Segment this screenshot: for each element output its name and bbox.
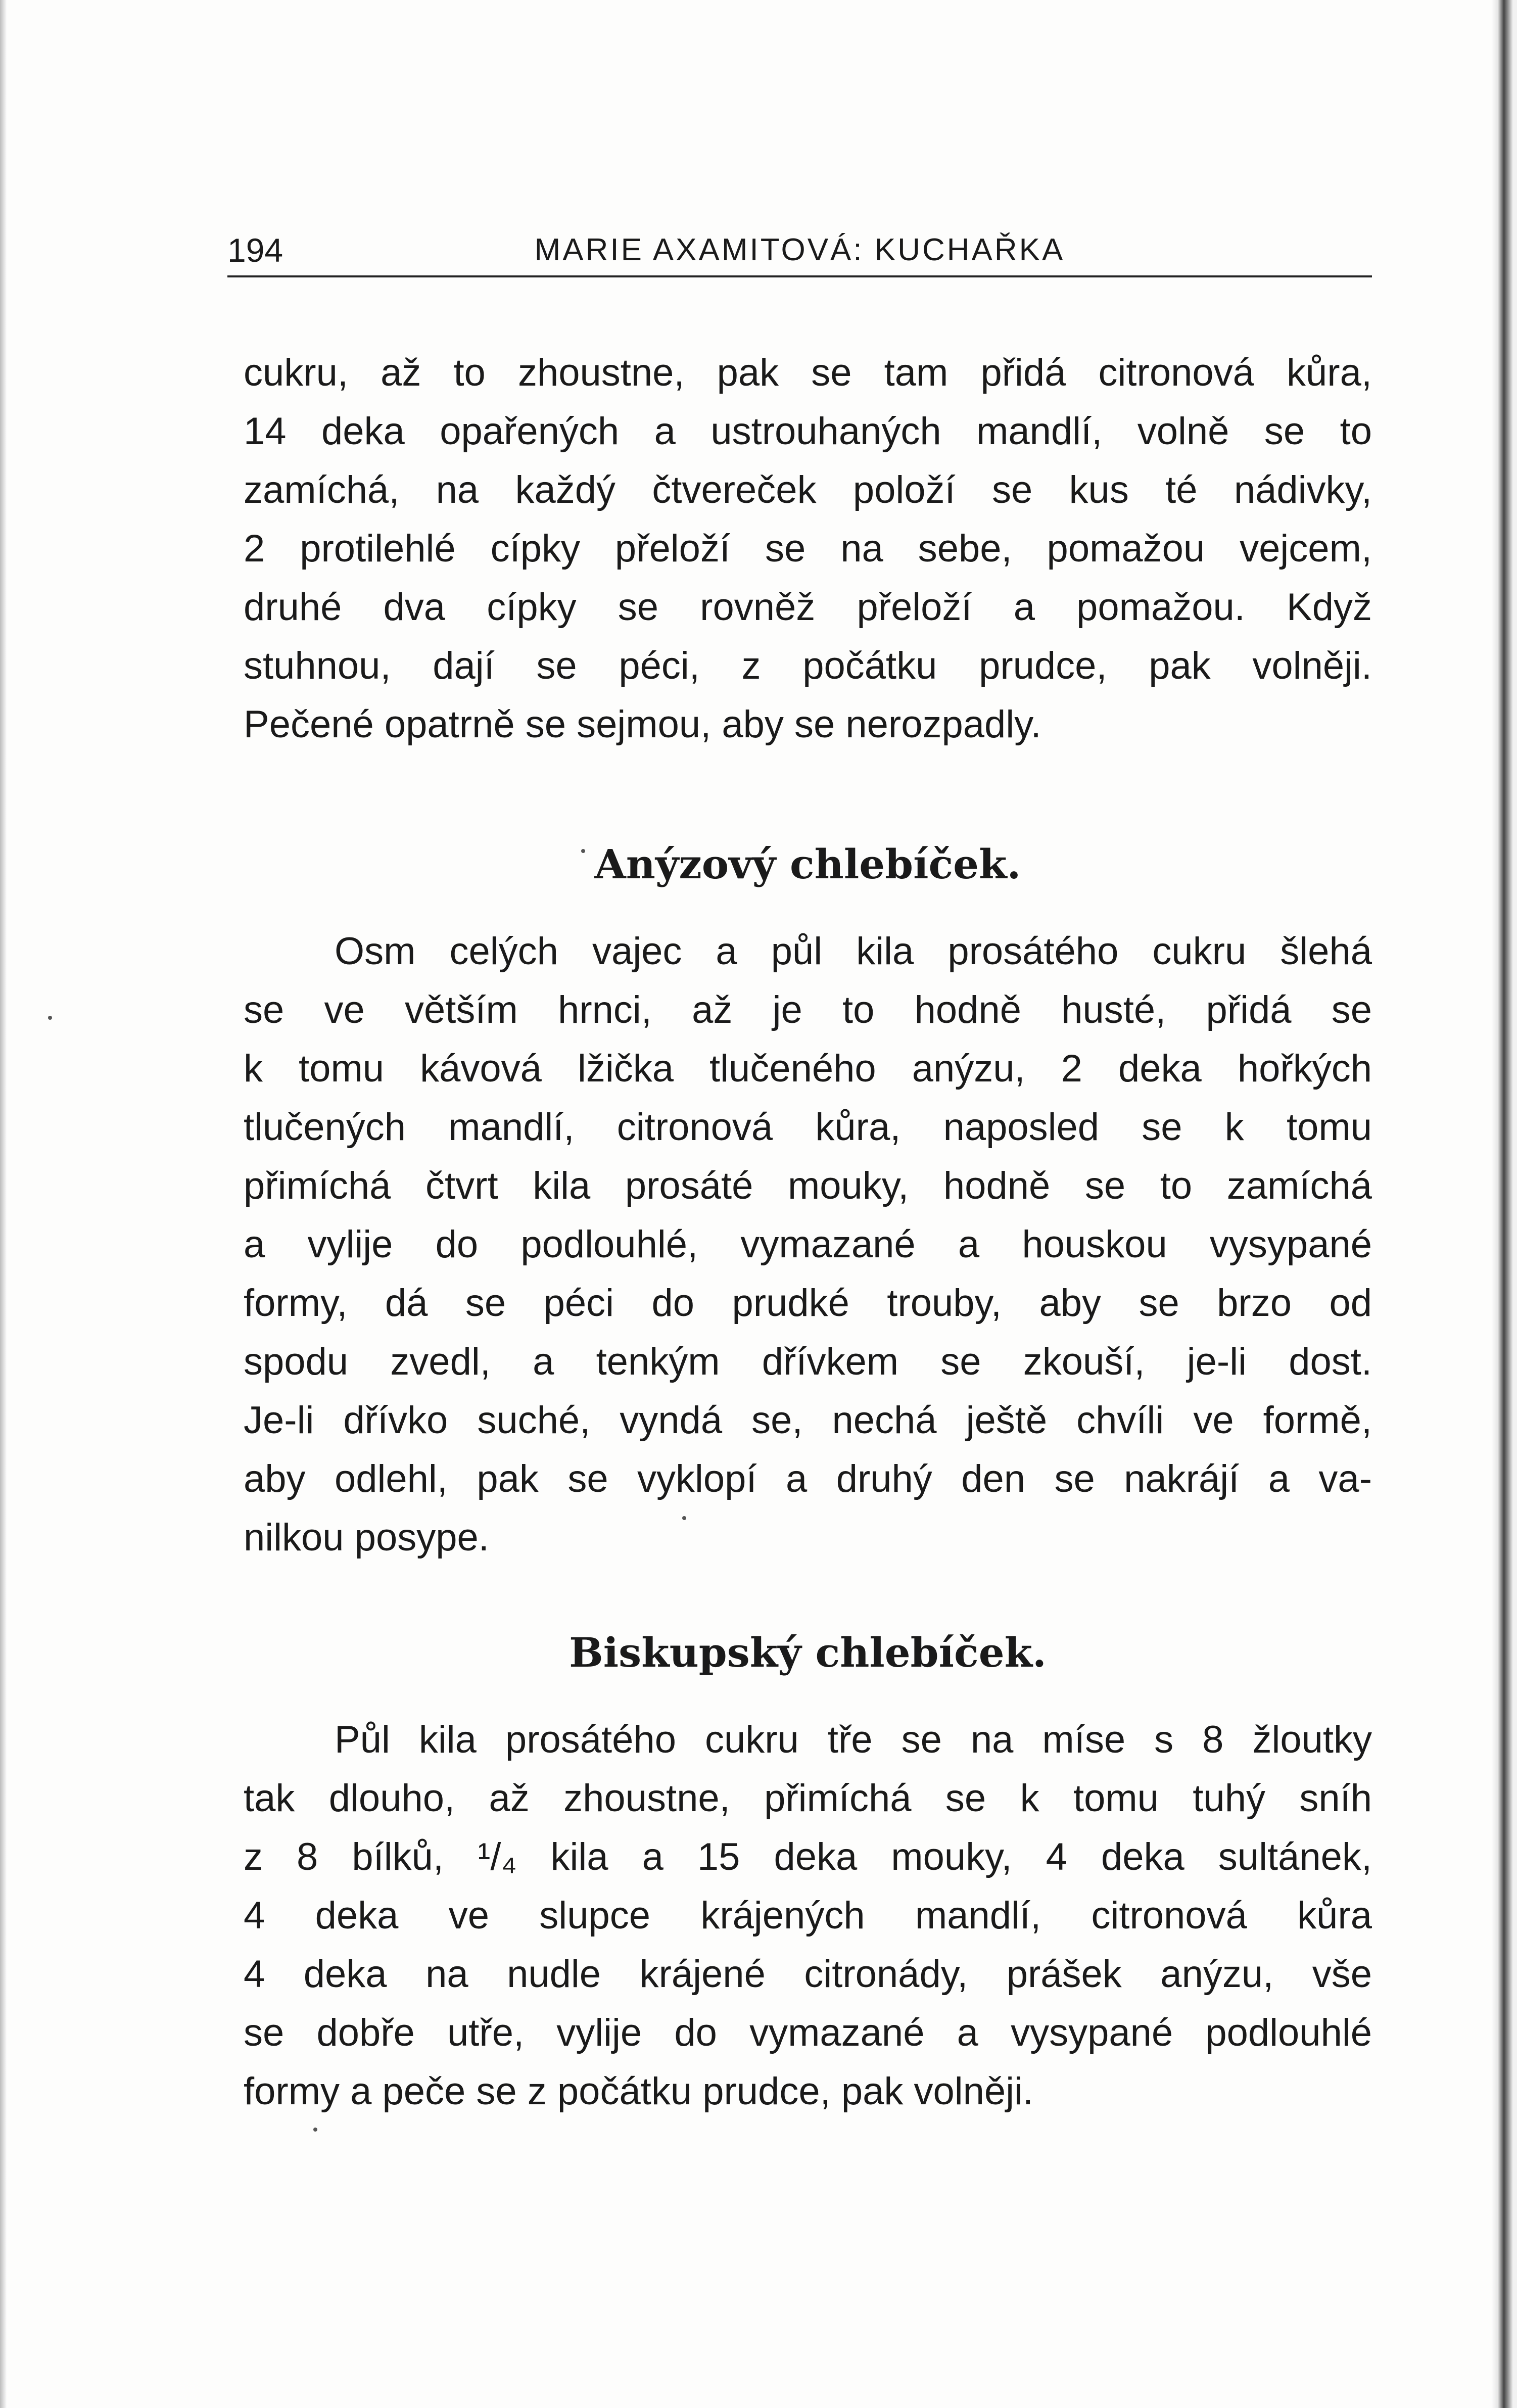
text-line: tak dlouho, až zhoustne, přimíchá se k tomu tuhý sníh (244, 1777, 1372, 1820)
recipe-paragraph (244, 1711, 1372, 2121)
header-rule (227, 275, 1372, 277)
scan-speck (313, 2128, 317, 2132)
text-line: přimíchá čtvrt kila prosáté mouky, hodně se to zamíchá (244, 1164, 1372, 1207)
running-head: MARIE AXAMITOVÁ: KUCHAŘKA (534, 232, 1065, 267)
continuation-paragraph (244, 344, 1372, 754)
text-line: Osm celých vajec a půl kila prosátého cukru šlehá (335, 930, 1372, 973)
text-line: z 8 bílků, ¹/₄ kila a 15 deka mouky, 4 deka sultánek, (244, 1835, 1372, 1878)
text-line: cukru, až to zhoustne, pak se tam přidá citronová kůra, (244, 351, 1372, 394)
text-line: formy a peče se z počátku prudce, pak volněji. (244, 2070, 1034, 2113)
page-number: 194 (227, 231, 283, 269)
recipe-title: Biskupský chlebíček. (569, 1629, 1047, 1676)
text-line: se dobře utře, vylije do vymazané a vysypané podlouhlé (244, 2011, 1372, 2054)
text-line: 2 protilehlé cípky přeloží se na sebe, pomažou vejcem, (244, 527, 1372, 570)
text-line: nilkou posype. (244, 1516, 489, 1559)
text-line: spodu zvedl, a tenkým dřívkem se zkouší, je-li dost. (244, 1340, 1372, 1383)
scan-speck (581, 849, 585, 853)
text-line: se ve větším hrnci, až je to hodně husté, přidá se (244, 988, 1372, 1031)
text-line: Je-li dřívko suché, vyndá se, nechá ještě chvíli ve formě, (244, 1399, 1372, 1442)
text-line: Půl kila prosátého cukru tře se na míse s 8 žloutky (335, 1718, 1372, 1761)
recipe-title: Anýzový chlebíček. (594, 840, 1021, 888)
page-header (227, 227, 1372, 273)
text-line: 4 deka ve slupce krájených mandlí, citronová kůra (244, 1894, 1372, 1937)
text-line: k tomu kávová lžička tlučeného anýzu, 2 deka hořkých (244, 1047, 1372, 1090)
text-line: 4 deka na nudle krájené citronády, prášek anýzu, vše (244, 1953, 1372, 1996)
text-line: zamíchá, na každý čtvereček položí se kus té nádivky, (244, 468, 1372, 511)
recipe-paragraph (244, 922, 1372, 1567)
text-line: aby odlehl, pak se vyklopí a druhý den se nakrájí a va- (244, 1457, 1372, 1500)
text-line: formy, dá se péci do prudké trouby, aby se brzo od (244, 1282, 1372, 1325)
text-line: 14 deka opařených a ustrouhaných mandlí, volně se to (244, 410, 1372, 453)
scan-speck (682, 1516, 686, 1520)
text-line: Pečené opatrně se sejmou, aby se nerozpadly. (244, 703, 1041, 746)
text-line: tlučených mandlí, citronová kůra, naposled se k tomu (244, 1106, 1372, 1149)
text-line: stuhnou, dají se péci, z počátku prudce, pak volněji. (244, 644, 1372, 687)
page-left-edge (0, 0, 7, 2408)
text-line: druhé dva cípky se rovněž přeloží a pomažou. Když (244, 586, 1372, 629)
text-line: a vylije do podlouhlé, vymazané a houskou vysypané (244, 1223, 1372, 1266)
page-right-edge (1491, 0, 1517, 2408)
scan-speck (48, 1016, 52, 1020)
